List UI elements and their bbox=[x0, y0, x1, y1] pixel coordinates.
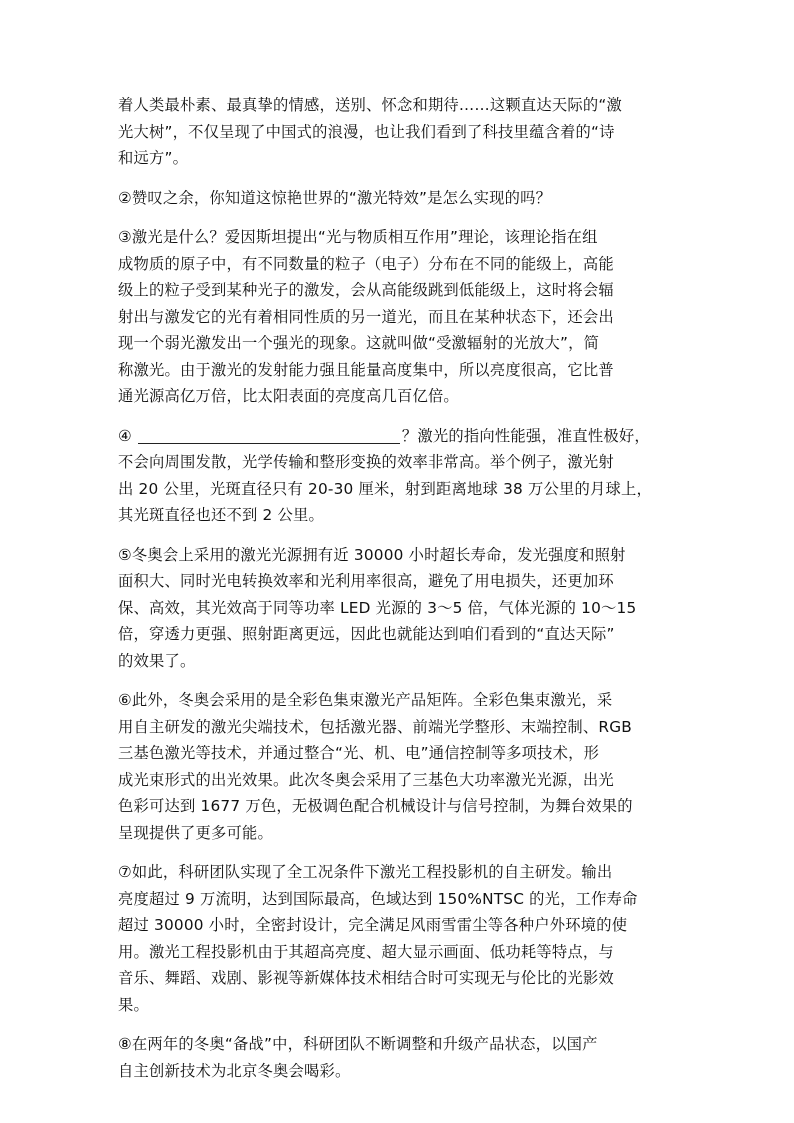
fill-in-blank bbox=[138, 425, 400, 444]
text-line: 成物质的原子中，有不同数量的粒子（电子）分布在不同的能级上，高能 bbox=[118, 254, 614, 273]
text-line: 的效果了。 bbox=[118, 651, 196, 670]
text-line-with-blank bbox=[118, 423, 686, 450]
text-line: 面积大、同时光电转换效率和光利用率很高，避免了用电损失，还更加环 bbox=[118, 572, 614, 590]
text-line: 出 20 公里，光斑直径只有 20-30 厘米，射到距离地球 38 万公里的月球上， bbox=[118, 479, 652, 498]
text-line: ⑤冬奥会上采用的激光光源拥有近 30000 小时超长寿命，发光强度和照射 bbox=[118, 545, 626, 564]
text-fragment: ？激光的指向性能强，准直性极好， bbox=[401, 426, 650, 445]
text-line: 亮度超过 9 万流明，达到国际最高，色域达到 150%NTSC 的光，工作寿命 bbox=[118, 889, 638, 908]
paragraph-8 bbox=[118, 1031, 686, 1084]
text-line: 通光源高亿万倍，比太阳表面的亮度高几百亿倍。 bbox=[118, 387, 459, 405]
text-line: ⑦如此，科研团队实现了全工况条件下激光工程投影机的自主研发。输出 bbox=[118, 863, 613, 881]
text-line: 和远方”。 bbox=[118, 149, 189, 167]
text-line: 用自主研发的激光尖端技术，包括激光器、前端光学整形、末端控制、RGB bbox=[118, 717, 632, 736]
text-line: 倍，穿透力更强、照射距离更远，因此也就能达到咱们看到的“直达天际” bbox=[118, 625, 615, 643]
text-line: 保、高效，其光效高于同等功率 LED 光源的 3～5 倍，气体光源的 10～15 bbox=[118, 598, 637, 617]
text-line: ③激光是什么？爱因斯坦提出“光与物质相互作用”理论，该理论指在组 bbox=[118, 228, 598, 246]
text-line: 着人类最朴素、最真挚的情感，送别、怀念和期待……这颗直达天际的“激 bbox=[118, 96, 623, 114]
paragraph-intro bbox=[118, 92, 686, 172]
text-line: 射出与激发它的光有着相同性质的另一道光，而且在某种状态下，还会出 bbox=[118, 307, 614, 326]
paragraph-5 bbox=[118, 542, 686, 675]
text-line: 称激光。由于激光的发射能力强且能量高度集中，所以亮度很高，它比普 bbox=[118, 360, 614, 379]
paragraph-6 bbox=[118, 687, 686, 846]
paragraph-7 bbox=[118, 859, 686, 1018]
text-line: 自主创新技术为北京冬奥会喝彩。 bbox=[118, 1061, 351, 1080]
text-line: ⑥此外，冬奥会采用的是全彩色集束激光产品矩阵。全彩色集束激光，采 bbox=[118, 691, 613, 709]
text-line: 三基色激光等技术，并通过整合“光、机、电”通信控制等多项技术，形 bbox=[118, 744, 600, 762]
text-line: ②赞叹之余，你知道这惊艳世界的“激光特效”是怎么实现的吗？ bbox=[118, 188, 552, 207]
text-line: 呈现提供了更多可能。 bbox=[118, 823, 273, 842]
text-line: 成光束形式的出光效果。此次冬奥会采用了三基色大功率激光光源，出光 bbox=[118, 770, 614, 789]
document-body bbox=[118, 92, 686, 1097]
text-line: 其光斑直径也还不到 2 公里。 bbox=[118, 506, 325, 524]
paragraph-3 bbox=[118, 224, 686, 410]
text-line: 果。 bbox=[118, 995, 149, 1014]
paragraph-number: ④ bbox=[118, 426, 132, 445]
text-line: 光大树”，不仅呈现了中国式的浪漫，也让我们看到了科技里蕴含着的“诗 bbox=[118, 122, 615, 141]
text-line: 不会向周围发散，光学传输和整形变换的效率非常高。举个例子，激光射 bbox=[118, 453, 614, 471]
text-line: 现一个弱光激发出一个强光的现象。这就叫做“受激辐射的光放大”，简 bbox=[118, 334, 600, 352]
text-line: 音乐、舞蹈、戏剧、影视等新媒体技术相结合时可实现无与伦比的光影效 bbox=[118, 969, 614, 987]
text-line: 级上的粒子受到某种光子的激发，会从高能级跳到低能级上，这时将会辐 bbox=[118, 281, 614, 299]
text-line: 超过 30000 小时，全密封设计，完全满足风雨雪雷尘等各种户外环境的使 bbox=[118, 916, 628, 934]
paragraph-4 bbox=[118, 423, 686, 529]
text-line: ⑧在两年的冬奥“备战”中，科研团队不断调整和升级产品状态，以国产 bbox=[118, 1035, 598, 1053]
text-line: 用。激光工程投影机由于其超高亮度、超大显示画面、低功耗等特点，与 bbox=[118, 942, 614, 961]
text-line: 色彩可达到 1677 万色，无极调色配合机械设计与信号控制，为舞台效果的 bbox=[118, 797, 633, 815]
paragraph-2 bbox=[118, 185, 686, 212]
